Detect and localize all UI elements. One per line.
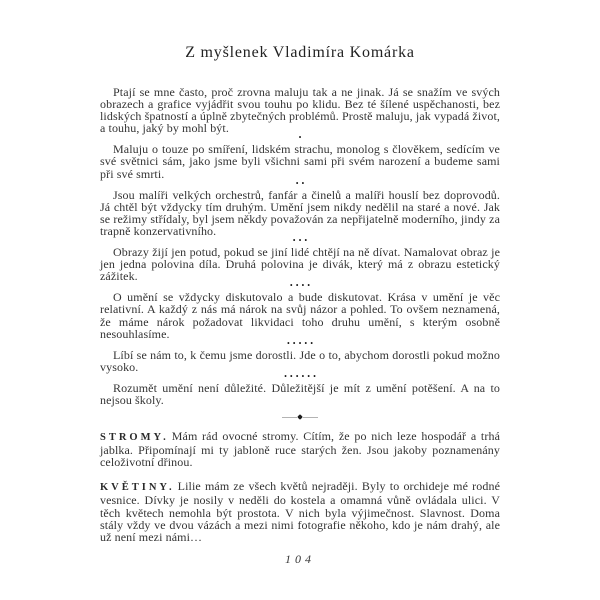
dot-separator: ••• [292, 236, 311, 246]
theme-text: Mám rád ovocné stromy. Cítím, že po nich leze hospodář a trhá jablka. Připomínají mi ty jabloně ruce starých žen. Jsou jakoby poznamenány celoživotní dřinou. [100, 429, 500, 470]
divider-line [282, 417, 297, 418]
dot-separator: •• [295, 178, 308, 188]
dot-separator: ••••• [286, 338, 316, 348]
dot-separator: •••••• [284, 371, 319, 381]
aphorism-paragraph: Rozumět umění není důležité. Důležitější je mít z umění potěšení. A na to nejsou školy. [100, 380, 500, 407]
theme-label: KVĚTINY. [100, 482, 175, 494]
aphorism-paragraph: Maluju o touze po smíření, lidském strachu, monolog s člověkem, sedícím ve své světnici sám, jako jsme byli všichni sami při svém narození a budeme sami při své smrti. [100, 142, 500, 181]
dot-separator: •••• [289, 281, 314, 291]
page-content [100, 44, 500, 543]
section-divider [282, 415, 318, 419]
divider-dot-icon [297, 414, 303, 420]
theme-text: Lilie mám ze všech květů nejraději. Byly to orchideje mé rodné vesnice. Dívky je nosily v neděli do kostela a omamná vůně ovládala ulici. V těch květech nemohla být prostota. V nich byla výjimečnost. Slavnost. Doma stály vždy ve dvou vázách a mezi nimi fotografie někoho, kdo je nám drahý, ale už není mezi námi… [100, 479, 500, 544]
theme-paragraph-kvetiny [100, 480, 500, 542]
divider-line [303, 417, 318, 418]
dot-separator: • [298, 133, 305, 143]
aphorism-paragraph: Obrazy žijí jen potud, pokud se jiní lidé chtějí na ně dívat. Namalovat obraz je jen jedna polovina díla. Druhá polovina je divák, který má z obrazu estetický zážitek. [100, 245, 500, 284]
theme-paragraph-stromy [100, 430, 500, 468]
aphorism-paragraph: Jsou malíři velkých orchestrů, fanfár a činelů a malíři houslí bez doprovodů. Já chtěl být vždycky tím druhým. Umění jsem nikdy nedělil na staré a nové. Jak se režimy střídaly, byl jsem někdy považován za nepřijatelně moderního, jindy za trapně konzervativního. [100, 187, 500, 238]
aphorism-paragraph: Ptají se mne často, proč zrovna maluju tak a ne jinak. Já se snažím ve svých obrazech a grafice vyjádřit svou touhu po klidu. Bez té šílené uspěchanosti, bez lidských špatností a úplně zbytečných problémů. Prostě maluju, jak vypadá život, a touhu, jaký by mohl být. [100, 85, 500, 136]
aphorism-paragraph: Líbí se nám to, k čemu jsme dorostli. Jde o to, abychom dorostli pokud možno vysoko. [100, 347, 500, 374]
page-number: 104 [285, 552, 315, 566]
theme-label: STROMY. [100, 432, 169, 444]
aphorism-paragraph: O umění se vždycky diskutovalo a bude diskutovat. Krása v umění je věc relativní. A každý z nás má nárok na svůj názor a pohled. To ovšem neznamená, že máme nárok požadovat likvidaci toho druhu umění, s kterým osobně nesouhlasíme. [100, 290, 500, 341]
page-title: Z myšlenek Vladimíra Komárka [185, 44, 415, 61]
